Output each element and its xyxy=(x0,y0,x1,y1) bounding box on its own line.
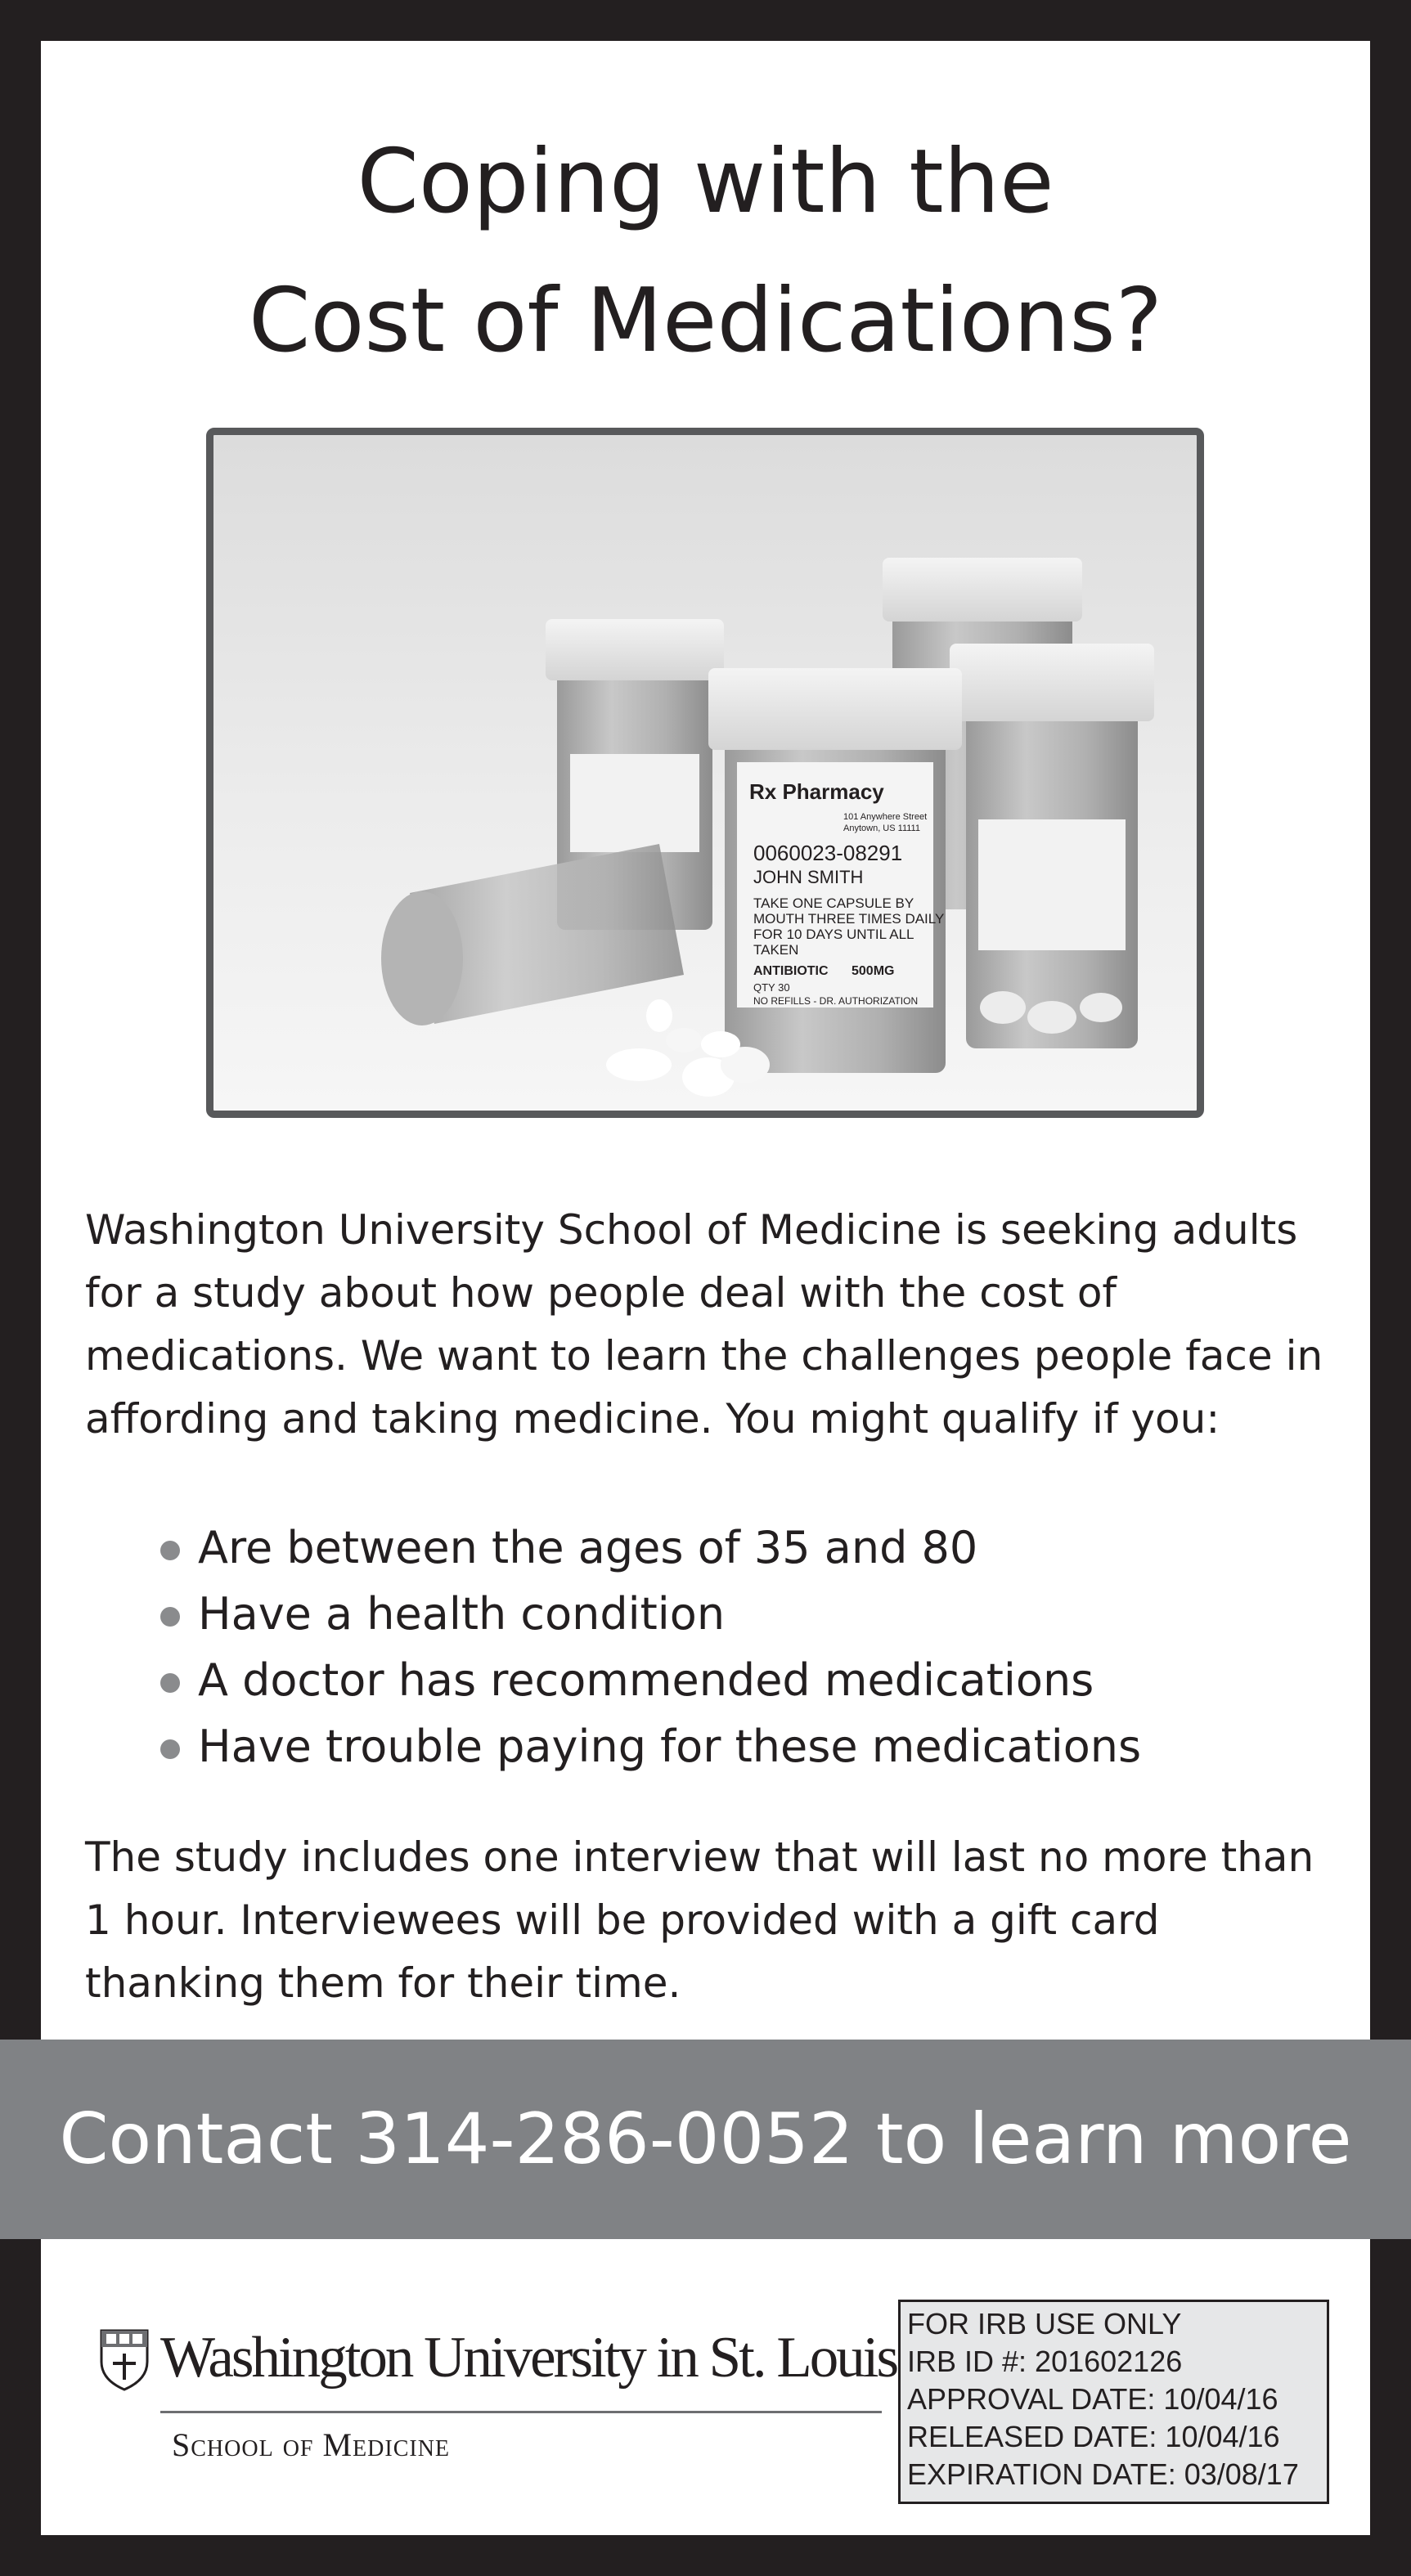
label-refills: NO REFILLS - DR. AUTHORIZATION xyxy=(753,995,919,1007)
intro-paragraph: Washington University School of Medicine is seeking adults for a study about how people deal with the cost of medications. We want to learn the challenges people face in affording and taking medicine. You might qualify if you: xyxy=(85,1206,1323,1443)
label-address-1: 101 Anywhere Street xyxy=(843,812,928,822)
contact-phone-text: Contact 314-286-0052 to learn more xyxy=(59,2098,1352,2180)
irb-approval-date: APPROVAL DATE: 10/04/16 xyxy=(907,2382,1278,2416)
bullet-icon xyxy=(160,1739,180,1759)
label-directions-4: TAKEN xyxy=(753,942,799,958)
eligibility-list xyxy=(155,1515,1141,1779)
headline xyxy=(0,113,1411,391)
label-patient: JOHN SMITH xyxy=(753,867,864,887)
irb-expiration-date: EXPIRATION DATE: 03/08/17 xyxy=(907,2457,1299,2491)
headline-line-1: Coping with the xyxy=(357,131,1054,233)
university-shield-icon xyxy=(100,2329,149,2391)
logo-divider xyxy=(160,2411,882,2413)
label-address-2: Anytown, US 11111 xyxy=(843,824,920,833)
list-item xyxy=(155,1713,1141,1779)
bullet-icon xyxy=(160,1673,180,1693)
bullet-icon xyxy=(160,1607,180,1627)
label-directions-1: TAKE ONE CAPSULE BY xyxy=(753,895,914,911)
criterion-text: A doctor has recommended medications xyxy=(198,1654,1094,1706)
label-drug: ANTIBIOTIC xyxy=(753,964,829,978)
school-name: School of Medicine xyxy=(172,2426,451,2463)
irb-line: FOR IRB USE ONLY xyxy=(907,2307,1182,2340)
label-pharmacy: Rx Pharmacy xyxy=(749,779,884,804)
label-directions-2: MOUTH THREE TIMES DAILY xyxy=(753,911,945,927)
label-qty: QTY 30 xyxy=(753,981,790,994)
criterion-text: Have trouble paying for these medications xyxy=(198,1721,1142,1772)
label-directions-3: FOR 10 DAYS UNTIL ALL xyxy=(753,927,914,942)
criterion-text: Are between the ages of 35 and 80 xyxy=(198,1522,978,1573)
criterion-text: Have a health condition xyxy=(198,1588,726,1640)
irb-released-date: RELEASED DATE: 10/04/16 xyxy=(907,2420,1280,2453)
list-item xyxy=(155,1647,1141,1713)
headline-line-2: Cost of Medications? xyxy=(248,270,1163,372)
irb-id: IRB ID #: 201602126 xyxy=(907,2345,1183,2378)
list-item xyxy=(155,1515,1141,1581)
pill-bottles-illustration xyxy=(213,435,1197,1111)
contact-banner xyxy=(0,2040,1411,2239)
label-rx-number: 0060023-08291 xyxy=(753,841,903,865)
label-strength: 500MG xyxy=(852,964,895,978)
list-item xyxy=(155,1581,1141,1647)
pill-bottles-photo xyxy=(206,428,1204,1118)
irb-info-box xyxy=(898,2300,1329,2504)
study-details-paragraph: The study includes one interview that will last no more than 1 hour. Interviewees will be provided with a gift card thanking them for their time. xyxy=(85,1833,1314,2007)
bullet-icon xyxy=(160,1541,180,1560)
university-logo-wordmark: Washington University in St. Louis xyxy=(160,2326,897,2390)
